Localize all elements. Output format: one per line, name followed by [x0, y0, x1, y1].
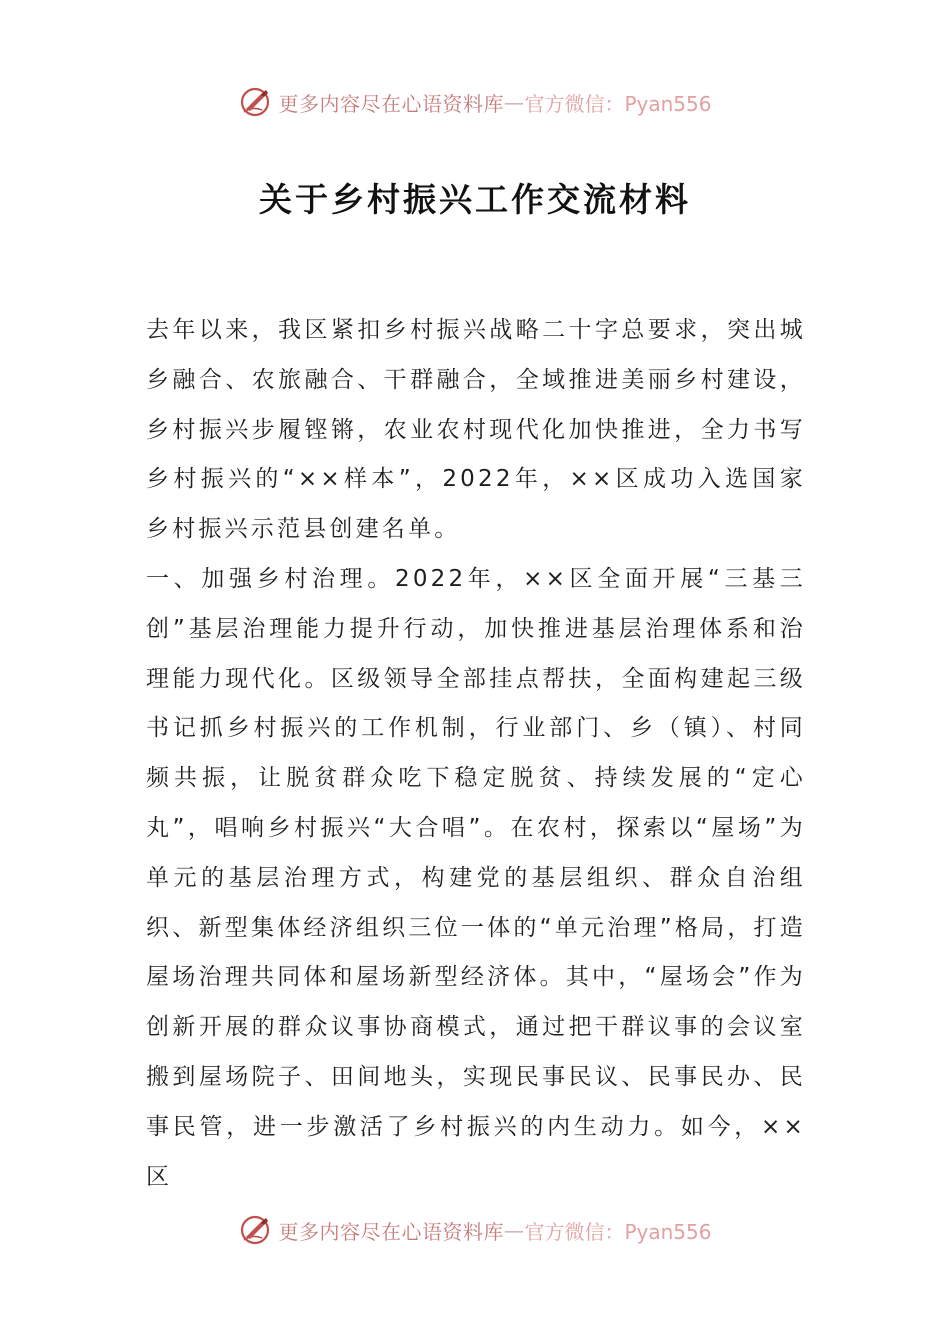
watermark-site-text: 更多内容尽在心语资料库: [278, 1219, 504, 1244]
watermark-wechat-text: 官方微信：Pyan556: [524, 1219, 712, 1244]
document-title: 关于乡村振兴工作交流材料: [259, 180, 691, 219]
paragraph-intro: 去年以来，我区紧扣乡村振兴战略二十字总要求，突出城乡融合、农旅融合、干群融合，全域推进美丽乡村建设，乡村振兴步履铿锵，农业农村现代化加快推进，全力书写乡村振兴的“××样本”，2022年，××区成功入选国家乡村振兴示范县创建名单。: [146, 317, 806, 543]
pen-logo-icon: [238, 84, 274, 120]
watermark-site-text: 更多内容尽在心语资料库: [278, 91, 504, 116]
footer-watermark: [0, 1208, 950, 1252]
pen-logo-icon: [238, 1212, 274, 1248]
header-watermark: [0, 80, 950, 124]
watermark-separator: —: [503, 1218, 525, 1242]
document-body: [146, 306, 806, 1202]
watermark-separator: —: [503, 90, 525, 114]
watermark-wechat-text: 官方微信：Pyan556: [524, 91, 712, 116]
paragraph-governance: 一、加强乡村治理。2022年，××区全面开展“三基三创”基层治理能力提升行动，加快推进基层治理体系和治理能力现代化。区级领导全部挂点帮扶，全面构建起三级书记抓乡村振兴的工作机制，行业部门、乡（镇）、村同频共振，让脱贫群众吃下稳定脱贫、持续发展的“定心丸”，唱响乡村振兴“大合唱”。在农村，探索以“屋场”为单元的基层治理方式，构建党的基层组织、群众自治组织、新型集体经济组织三位一体的“单元治理”格局，打造屋场治理共同体和屋场新型经济体。其中，“屋场会”作为创新开展的群众议事协商模式，通过把干群议事的会议室搬到屋场院子、田间地头，实现民事民议、民事民办、民事民管，进一步激活了乡村振兴的内生动力。如今，××区: [146, 565, 806, 1190]
